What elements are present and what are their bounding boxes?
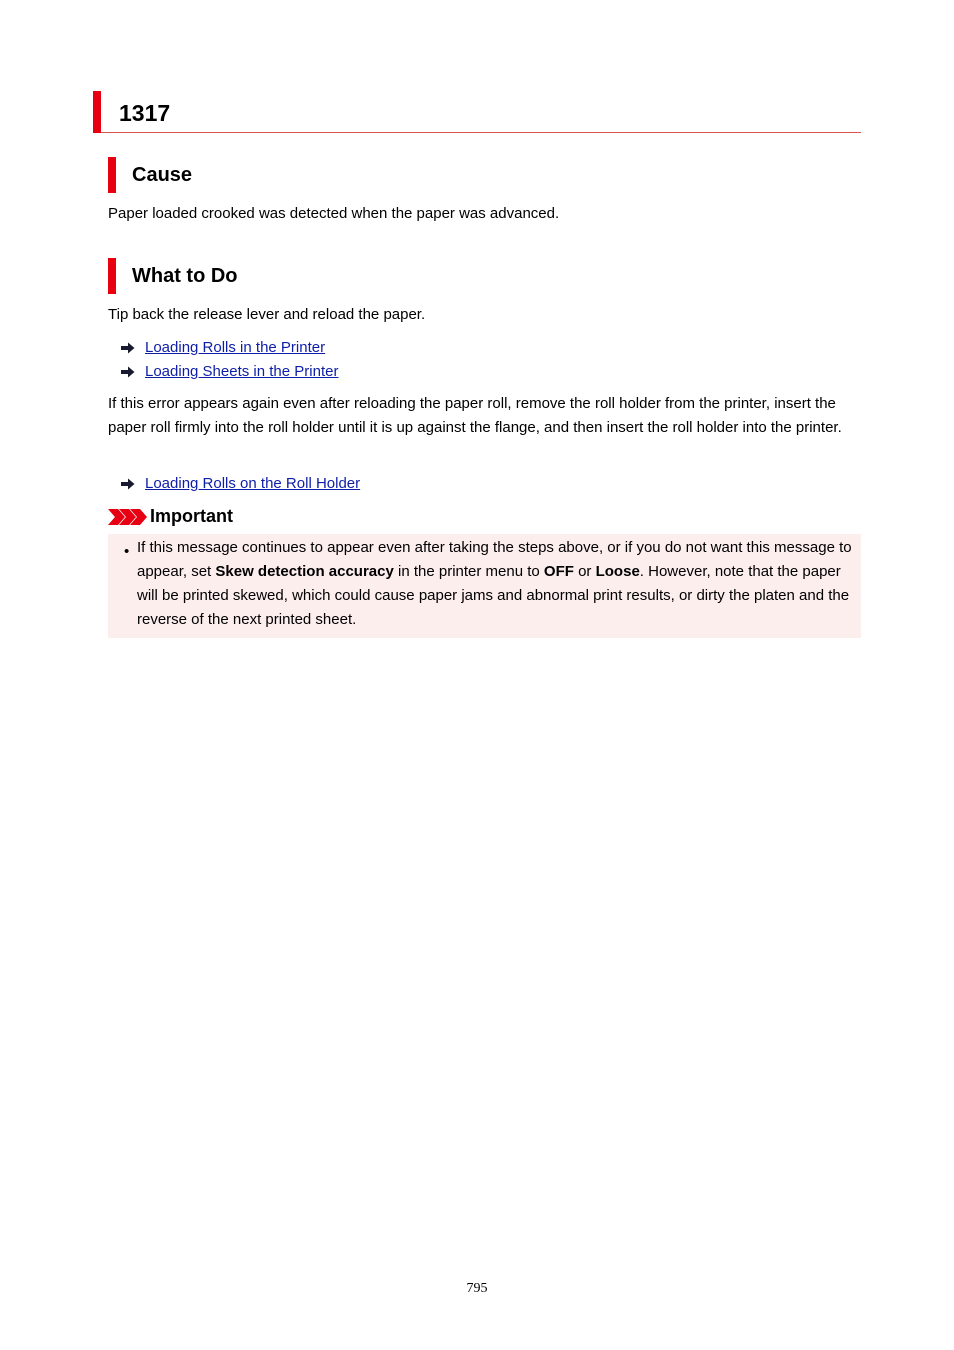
link-loading-rolls-printer[interactable] (121, 337, 325, 359)
cause-heading-text: Cause (132, 164, 193, 186)
what-to-do-heading-text: What to Do (132, 265, 238, 287)
link-text[interactable]: Loading Rolls in the Printer (145, 339, 326, 356)
title-accent-bar (93, 91, 101, 133)
arrow-right-icon (121, 342, 135, 354)
important-heading-text: Important (150, 506, 233, 526)
what-to-do-intro: Tip back the release lever and reload the paper. (108, 306, 426, 323)
arrow-right-icon (121, 478, 135, 490)
important-text-part: If this message continues to appear even after taking the steps above, or if you do not want this message to appear, set (137, 539, 852, 580)
setting-value-off: OFF (543, 563, 574, 580)
setting-name-skew-detection: Skew detection accuracy (215, 563, 394, 580)
setting-value-loose: Loose (595, 563, 640, 580)
important-box (108, 534, 861, 638)
bullet-marker: • (124, 543, 130, 560)
cause-accent-bar (108, 157, 116, 193)
important-text-part: or (573, 563, 596, 580)
link-text[interactable]: Loading Sheets in the Printer (145, 363, 339, 380)
link-text[interactable]: Loading Rolls on the Roll Holder (145, 475, 361, 492)
what-to-do-accent-bar (108, 258, 116, 294)
important-text-part: . However, note that the paper will be printed skewed, which could cause paper jams and abnormal print results, or dirty the platen and the reverse of the next printed sheet. (137, 563, 850, 628)
important-chevrons-icon (108, 509, 148, 525)
important-text-part: in the printer menu to (393, 563, 544, 580)
link-loading-sheets-printer[interactable] (121, 361, 338, 383)
page-number: 795 (466, 1281, 488, 1296)
page-title: 1317 (119, 100, 171, 126)
link-loading-rolls-holder[interactable] (121, 473, 360, 495)
cause-text: Paper loaded crooked was detected when the paper was advanced. (108, 205, 560, 222)
what-to-do-paragraph: If this error appears again even after reloading the paper roll, remove the roll holder from the printer, insert the paper roll firmly into the roll holder until it is up against the flange, and then insert the roll holder into the printer. (108, 395, 842, 436)
important-text (137, 536, 855, 632)
arrow-right-icon (121, 366, 135, 378)
page-title-header (93, 91, 861, 133)
important-heading (108, 506, 233, 530)
